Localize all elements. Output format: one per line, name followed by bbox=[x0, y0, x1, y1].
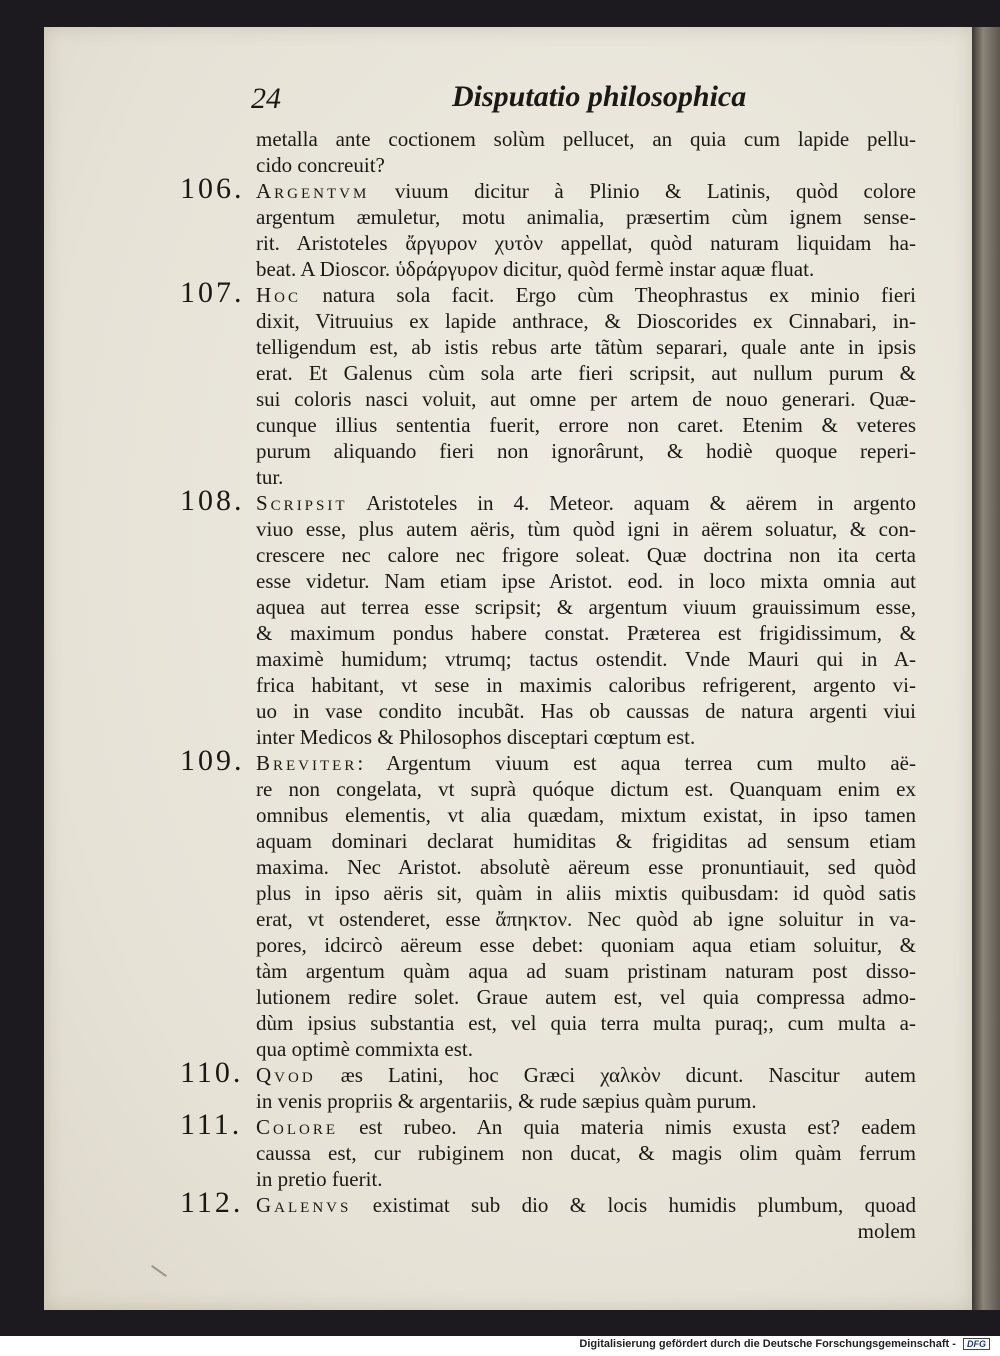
text-line bbox=[256, 1062, 916, 1088]
line-text: cunque illius sententia fuerit, errore non caret. Etenim & veteres bbox=[256, 413, 916, 437]
text-line bbox=[256, 178, 916, 204]
line-text: aquam dominari declarat humiditas & frigiditas ad sensum etiam bbox=[256, 829, 916, 853]
line-text: esse videtur. Nam etiam ipse Aristot. eod. in loco mixta omnia aut bbox=[256, 569, 916, 593]
paragraph-number: 107. bbox=[180, 276, 245, 309]
text-line bbox=[256, 958, 916, 984]
paragraph-lead-word: Scripsit bbox=[256, 491, 348, 515]
text-line bbox=[256, 724, 916, 750]
line-text: tàm argentum quàm aqua ad suam pristinam naturam post disso- bbox=[256, 959, 916, 983]
text-line bbox=[256, 490, 916, 516]
line-text: Aristoteles in 4. Meteor. aquam & aërem in argento bbox=[347, 491, 916, 515]
line-text: beat. A Dioscor. ὑδράργυρον dicitur, quòd fermè instar aquæ fluat. bbox=[256, 257, 815, 281]
text-line bbox=[256, 1114, 916, 1140]
paragraph-lead-word: Colore bbox=[256, 1115, 339, 1139]
text-line bbox=[256, 1088, 916, 1114]
text-line bbox=[256, 282, 916, 308]
line-text: natura sola facit. Ergo cùm Theophrastus ex minio fieri bbox=[301, 283, 916, 307]
text-line bbox=[256, 932, 916, 958]
line-text: dùm ipsius substantia est, vel quia terra multa puraq;, cum multa a- bbox=[256, 1011, 916, 1035]
text-line bbox=[256, 1218, 916, 1244]
line-text: erat, vt ostenderet, esse ἄπηκτον. Nec quòd ab igne soluitur in va- bbox=[256, 907, 916, 931]
line-text: est rubeo. An quia materia nimis exusta est? eadem bbox=[338, 1115, 916, 1139]
line-text: viuo esse, plus autem aëris, tùm quòd igni in aërem soluatur, & con- bbox=[256, 517, 916, 541]
text-line bbox=[256, 204, 916, 230]
text-line bbox=[256, 438, 916, 464]
text-line bbox=[256, 1192, 916, 1218]
footer-credit bbox=[579, 1338, 990, 1350]
line-text: existimat sub dio & locis humidis plumbum, quoad bbox=[351, 1193, 916, 1217]
text-line bbox=[256, 152, 916, 178]
text-line bbox=[256, 386, 916, 412]
book-edge bbox=[972, 27, 1000, 1310]
line-text: : Argentum viuum est aqua terrea cum multo aë- bbox=[357, 751, 916, 775]
line-text: lutionem redire solet. Graue autem est, vel quia compressa admo- bbox=[256, 985, 916, 1009]
paragraph-number: 112. bbox=[180, 1186, 244, 1219]
line-text: cido concreuit? bbox=[256, 153, 385, 177]
text-line bbox=[256, 1010, 916, 1036]
line-text: maximè humidum; vtrumq; tactus ostendit. Vnde Mauri qui in A- bbox=[256, 647, 916, 671]
line-text: purum aliquando fieri non ignorârunt, & hodiè quoque reperi- bbox=[256, 439, 916, 463]
text-line bbox=[256, 802, 916, 828]
text-line bbox=[256, 646, 916, 672]
text-line bbox=[256, 126, 916, 152]
line-text: crescere nec calore nec frigore soleat. Quæ doctrina non ita certa bbox=[256, 543, 916, 567]
line-text: in pretio fuerit. bbox=[256, 1167, 383, 1191]
line-text: caussa est, cur rubiginem non ducat, & magis olim quàm ferrum bbox=[256, 1141, 916, 1165]
text-line bbox=[256, 594, 916, 620]
text-line bbox=[256, 1140, 916, 1166]
paragraph-number: 106. bbox=[180, 172, 245, 205]
footer-text: Digitalisierung gefördert durch die Deutsche Forschungsgemeinschaft - bbox=[579, 1338, 956, 1350]
line-text: viuum dicitur à Plinio & Latinis, quòd colore bbox=[369, 179, 916, 203]
paragraph-lead-word: Galenvs bbox=[256, 1193, 352, 1217]
text-line bbox=[256, 542, 916, 568]
text-line bbox=[256, 1036, 916, 1062]
line-text: maxima. Nec Aristot. absolutè aëreum esse pronuntiauit, sed quòd bbox=[256, 855, 916, 879]
paragraph-number: 110. bbox=[180, 1056, 244, 1089]
text-line bbox=[256, 334, 916, 360]
running-title: Disputatio philosophica bbox=[452, 80, 747, 113]
line-text: sui coloris nasci voluit, aut omne per artem de nouo generari. Quæ- bbox=[256, 387, 916, 411]
paragraph-number: 111. bbox=[180, 1108, 243, 1141]
paragraph-lead-word: Qvod bbox=[256, 1063, 316, 1087]
text-line bbox=[256, 516, 916, 542]
line-text: rit. Aristoteles ἄργυρον χυτὸν appellat, quòd naturam liquidam ha- bbox=[256, 231, 916, 255]
line-text: æs Latini, hoc Græci χαλκὸν dicunt. Nascitur autem bbox=[315, 1063, 916, 1087]
line-text: re non congelata, vt suprà quóque dictum est. Quanquam enim ex bbox=[256, 777, 916, 801]
text-line bbox=[256, 308, 916, 334]
text-line bbox=[256, 828, 916, 854]
line-text: & maximum pondus habere constat. Præterea est frigidissimum, & bbox=[256, 621, 916, 645]
text-line bbox=[256, 1166, 916, 1192]
line-text: frica habitant, vt sese in maximis caloribus refrigerent, argento vi- bbox=[256, 673, 916, 697]
text-line bbox=[256, 672, 916, 698]
text-line bbox=[256, 984, 916, 1010]
line-text: qua optimè commixta est. bbox=[256, 1037, 473, 1061]
line-text: telligendum est, ab istis rebus arte tãtùm separari, quale ante in ipsis bbox=[256, 335, 916, 359]
text-line bbox=[256, 568, 916, 594]
text-line bbox=[256, 854, 916, 880]
paragraph-lead-word: Argentvm bbox=[256, 179, 370, 203]
page-number: 24 bbox=[251, 82, 281, 115]
line-text: aquea aut terrea esse scripsit; & argentum viuum grauissimum esse, bbox=[256, 595, 916, 619]
line-text: omnibus elementis, vt alia quædam, mixtum existat, in ipso tamen bbox=[256, 803, 916, 827]
text-line bbox=[256, 412, 916, 438]
text-line bbox=[256, 256, 916, 282]
paragraph-number: 108. bbox=[180, 484, 245, 517]
line-text: tur. bbox=[256, 465, 284, 489]
line-text: plus in ipso aëris sit, quàm in aliis mixtis quibusdam: id quòd satis bbox=[256, 881, 916, 905]
text-line bbox=[256, 360, 916, 386]
text-line bbox=[256, 880, 916, 906]
line-text: uo in vase condito incubãt. Has ob caussas de natura argenti viui bbox=[256, 699, 916, 723]
line-text: molem bbox=[857, 1219, 916, 1243]
paragraph-lead-word: Hoc bbox=[256, 283, 302, 307]
paragraph-number: 109. bbox=[180, 744, 245, 777]
line-text: dixit, Vitruuius ex lapide anthrace, & Dioscorides ex Cinnabari, in- bbox=[256, 309, 916, 333]
text-line bbox=[256, 776, 916, 802]
text-line bbox=[256, 230, 916, 256]
dfg-logo: DFG bbox=[963, 1338, 990, 1350]
text-line bbox=[256, 464, 916, 490]
text-line bbox=[256, 906, 916, 932]
line-text: in venis propriis & argentariis, & rude sæpius quàm purum. bbox=[256, 1089, 757, 1113]
line-text: erat. Et Galenus cùm sola arte fieri scripsit, aut nullum purum & bbox=[256, 361, 916, 385]
line-text: metalla ante coctionem solùm pellucet, an quia cum lapide pellu- bbox=[256, 127, 916, 151]
text-line bbox=[256, 750, 916, 776]
line-text: inter Medicos & Philosophos disceptari cœptum est. bbox=[256, 725, 696, 749]
paragraph-lead-word: Breviter bbox=[256, 751, 358, 775]
line-text: pores, idcircò aëreum esse debet: quoniam aqua etiam soluitur, & bbox=[256, 933, 916, 957]
line-text: argentum æmuletur, motu animalia, præsertim cùm ignem sensе- bbox=[256, 205, 916, 229]
text-line bbox=[256, 698, 916, 724]
text-line bbox=[256, 620, 916, 646]
